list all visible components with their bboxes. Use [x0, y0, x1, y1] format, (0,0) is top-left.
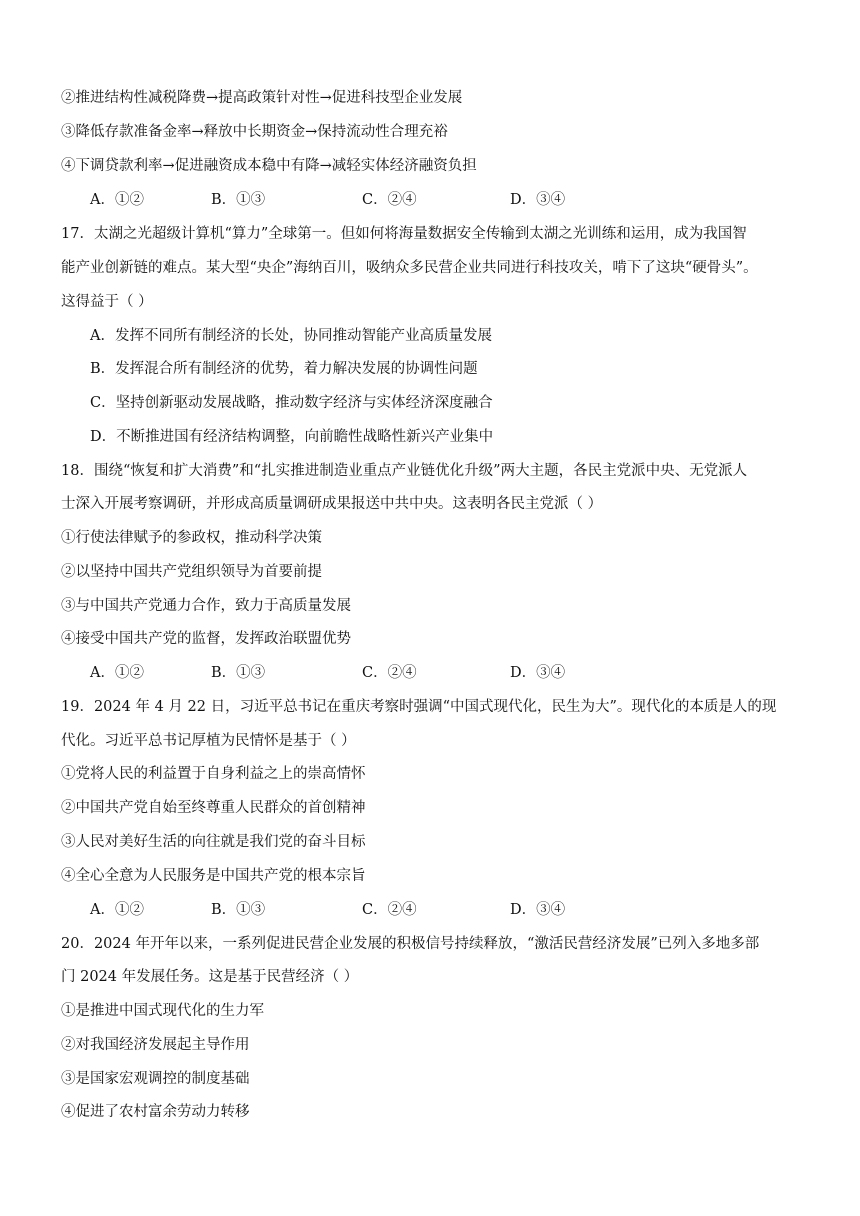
q19-item-4: ④全心全意为人民服务是中国共产党的根本宗旨 [61, 868, 366, 884]
q19-item-3: ③人民对美好生活的向往就是我们党的奋斗目标 [61, 834, 366, 850]
q19-stem-line-1: 19．2024 年 4 月 22 日，习近平总书记在重庆考察时强调“中国式现代化，民生为大”。现代化的本质是人的现 [61, 699, 777, 715]
q18-item-3: ③与中国共产党通力合作，致力于高质量发展 [61, 598, 351, 614]
q20-item-1: ①是推进中国式现代化的生力军 [61, 1003, 264, 1019]
q20-stem-line-1: 20．2024 年开年以来，一系列促进民营企业发展的积极信号持续释放，“激活民营经济发展”已列入多地多部 [61, 936, 760, 952]
q17-option-d: D．不断推进国有经济结构调整，向前瞻性战略性新兴产业集中 [90, 429, 494, 445]
q17-stem-line-1: 17．太湖之光超级计算机“算力”全球第一。但如何将海量数据安全传输到太湖之光训练和运用，成为我国智 [61, 226, 747, 242]
q17-option-a: A．发挥不同所有制经济的长处，协同推动智能产业高质量发展 [90, 328, 492, 344]
q19-item-2: ②中国共产党自始至终尊重人民群众的首创精神 [61, 800, 366, 816]
q18-item-4: ④接受中国共产党的监督，发挥政治联盟优势 [61, 631, 351, 647]
q18-option-b: B．①③ [211, 665, 266, 681]
q20-item-3: ③是国家宏观调控的制度基础 [61, 1071, 250, 1087]
q18-item-1: ①行使法律赋予的参政权，推动科学决策 [61, 530, 322, 546]
q19-stem-line-2: 代化。习近平总书记厚植为民情怀是基于（ ） [61, 733, 356, 749]
q17-stem-line-2: 能产业创新链的难点。某大型“央企”海纳百川，吸纳众多民营企业共同进行科技攻关，啃下了这块“硬骨头”。 [61, 260, 758, 276]
q19-option-a: A．①② [90, 902, 144, 918]
q17-option-b: B．发挥混合所有制经济的优势，着力解决发展的协调性问题 [90, 361, 478, 377]
q16-option-d: D．③④ [510, 192, 566, 208]
q19-option-d: D．③④ [510, 902, 566, 918]
q18-stem-line-1: 18．围绕“恢复和扩大消费”和“扎实推进制造业重点产业链优化升级”两大主题，各民主党派中央、无党派人 [61, 463, 748, 479]
q16-option-c: C．②④ [362, 192, 417, 208]
q17-stem-line-3: 这得益于（ ） [61, 294, 153, 310]
q18-stem-line-2: 士深入开展考察调研，并形成高质量调研成果报送中共中央。这表明各民主党派（ ） [61, 496, 603, 512]
q19-option-c: C．②④ [362, 902, 417, 918]
q20-stem-line-2: 门 2024 年发展任务。这是基于民营经济（ ） [61, 969, 359, 985]
q18-item-2: ②以坚持中国共产党组织领导为首要前提 [61, 564, 322, 580]
q16-option-a: A．①② [90, 192, 144, 208]
q16-item-3: ③降低存款准备金率→释放中长期资金→保持流动性合理充裕 [61, 124, 448, 140]
q16-item-4: ④下调贷款利率→促进融资成本稳中有降→减轻实体经济融资负担 [61, 158, 477, 174]
q18-option-d: D．③④ [510, 665, 566, 681]
q19-item-1: ①党将人民的利益置于自身利益之上的崇高情怀 [61, 766, 366, 782]
q19-option-b: B．①③ [211, 902, 266, 918]
q18-option-c: C．②④ [362, 665, 417, 681]
q17-option-c: C．坚持创新驱动发展战略，推动数字经济与实体经济深度融合 [90, 395, 493, 411]
q16-option-b: B．①③ [211, 192, 266, 208]
q18-option-a: A．①② [90, 665, 144, 681]
q16-item-2: ②推进结构性减税降费→提高政策针对性→促进科技型企业发展 [61, 90, 463, 106]
q20-item-2: ②对我国经济发展起主导作用 [61, 1037, 250, 1053]
q20-item-4: ④促进了农村富余劳动力转移 [61, 1104, 250, 1120]
